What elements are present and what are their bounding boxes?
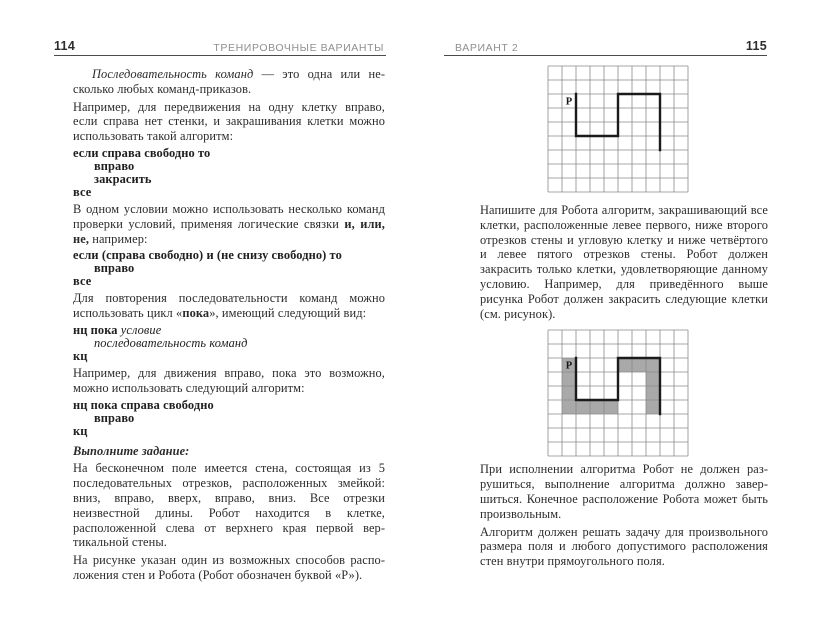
page-number-left: 114 xyxy=(54,39,76,53)
code-line: если справа свободно то xyxy=(73,145,211,160)
page-114-text-column xyxy=(73,64,385,583)
code-block-if-simple xyxy=(73,147,385,199)
robot-label: Р xyxy=(565,360,573,372)
code-block-if-compound xyxy=(73,249,385,288)
code-line: все xyxy=(73,184,92,199)
code-line: кц xyxy=(73,423,88,438)
header-rule-left xyxy=(54,55,386,56)
code-line: вправо xyxy=(94,158,135,173)
bold-connectives: и, или, не, xyxy=(73,216,385,246)
task-heading: Выполните задание: xyxy=(73,443,190,458)
code-placeholder-condition: условие xyxy=(120,322,162,337)
definition-text: — это одна или несколько любых команд-приказов. xyxy=(73,67,385,96)
page-number-right: 115 xyxy=(745,39,767,53)
code-line: нц пока справа свободно xyxy=(73,397,214,412)
code-line: кц xyxy=(73,348,88,363)
code-line: если (справа свободно) и (не снизу свободно) то xyxy=(73,248,342,263)
page-115-text-column xyxy=(480,62,768,569)
robot-grid-svg xyxy=(547,65,689,193)
code-block-loop-template xyxy=(73,324,385,363)
code-line: вправо xyxy=(94,261,135,276)
robot-field-figure-shaded xyxy=(547,329,768,457)
paragraph-generality: Алгоритм должен решать задачу для произвольного размера поля и любого допустимого расположения стен внутри прямоугольного поля. xyxy=(480,524,768,569)
paragraph-logic-connectives: В одном условии можно использовать несколько команд проверки условий, применяя логические связки и, или, не, например: xyxy=(73,201,385,246)
code-line: нц пока условие xyxy=(73,322,162,337)
robot-field-figure-initial xyxy=(547,65,768,193)
code-placeholder-sequence: последовательность команд xyxy=(94,335,248,350)
paragraph-example-intro: Например, для передвижения на одну клетку вправо, если справа нет стенки, и закрашивания клетки можно использовать такой алгоритм: xyxy=(73,99,385,144)
paragraph-constraints: При исполнении алгоритма Робот не должен разрушиться, выполнение алгоритма должно завершиться. Конечное расположение Робота может быть произвольным. xyxy=(480,462,768,521)
term-italic: Последовательность команд xyxy=(92,67,254,81)
bold-poka: пока xyxy=(182,306,210,321)
running-head-right: ВАРИАНТ 2 xyxy=(455,42,519,54)
paragraph-definition xyxy=(73,67,385,97)
header-rule-right xyxy=(444,55,767,56)
code-line: закрасить xyxy=(94,171,152,186)
paragraph-loop-example-intro: Например, для движения вправо, пока это возможно, можно использовать следующий алгоритм: xyxy=(73,365,385,395)
code-block-loop-example xyxy=(73,399,385,438)
paragraph-wall-description: На бесконечном поле имеется стена, состоящая из 5 последовательных отрезков, расположенных змейкой: вниз, вправо, вверх, вправо, вниз. Все отрезки неизвестной длины. Робот находится в клетке, расположенной слева от верхнего края первой вертикальной стены. xyxy=(73,461,385,550)
paragraph-loop-intro: Для повторения последовательности команд можно использовать цикл «пока», имеющий следующий вид: xyxy=(73,291,385,321)
paragraph-algorithm-task: Напишите для Робота алгоритм, закрашивающий все клетки, расположенные левее первого, ниже второго отрезков стены и угловую клетку и ниже четвёртого и левее пятого отрезков стены. Робот должен закрасить только клетки, удовлетворяющие данному условию. Например, для приведённого выше рисунка Робот должен закрасить следующие клетки (см. рисунок). xyxy=(480,203,768,321)
paragraph-figure-reference: На рисунке указан один из возможных способов расположения стен и Робота (Робот обозначен буквой «Р»). xyxy=(73,553,385,582)
robot-label: Р xyxy=(565,96,573,108)
running-head-left: ТРЕНИРОВОЧНЫЕ ВАРИАНТЫ xyxy=(213,42,384,54)
code-line: все xyxy=(73,274,92,289)
robot-grid-svg xyxy=(547,329,689,457)
code-line: вправо xyxy=(94,410,135,425)
